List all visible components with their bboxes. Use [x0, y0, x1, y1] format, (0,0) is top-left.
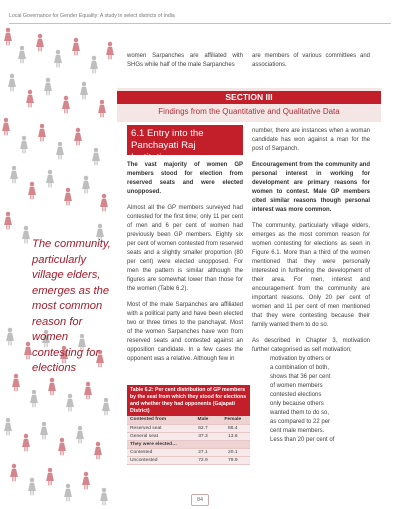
section-banner	[117, 88, 381, 122]
woman-figure-icon	[100, 488, 108, 506]
woman-figure-icon	[4, 418, 12, 436]
table-cell: 79.9	[216, 456, 250, 464]
right-paragraph-3: As described in Chapter 3, motivation further categorised as self motivation;	[252, 338, 370, 353]
top-right-text: are members of various committees and associations.	[252, 53, 370, 68]
table-header-cell: Contested from	[127, 416, 190, 424]
woman-figure-icon	[100, 194, 108, 212]
top-left-text: women Sarpanches are affiliated with SHGs while half of the male Sarpanches	[127, 53, 243, 68]
table-cell: 37.3	[190, 432, 215, 440]
data-table	[127, 416, 250, 465]
table-6-2	[127, 385, 250, 465]
table-header-row	[127, 416, 250, 424]
table-row	[127, 424, 250, 432]
woman-figure-icon	[20, 136, 28, 154]
left-lead-paragraph: The vast majority of women GP members stood for election from reserved seats and were elected unopposed.	[127, 162, 243, 195]
woman-figure-icon	[44, 78, 52, 96]
right-paragraph-2: The community, particularly village elders, emerges as the most common reason for women contesting for elections as seen in Figure 6.1. More than a third of the women mentioned that they were personally interested in furthering the development of their area. For men, interest and encouragement from the community are important reasons. Only 20 per cent of women and 11 per cent of men mentioned that they were contesting because their family wanted them to do so.	[252, 223, 370, 328]
woman-figure-icon	[106, 42, 114, 60]
woman-figure-icon	[102, 398, 110, 416]
subsection-title: 6.1 Entry into the Panchayati Raj Institutions	[127, 125, 243, 155]
left-paragraph-1: Almost all the GP members surveyed had contested for the first time; only 11 per cent of men and 6 per cent of women had previously been GP members. Eighty six per cent of women contested from reserved seats and a slightly smaller proportion (80 per cent) were elected unopposed. For men the pattern is similar although the figures are somewhat lower than those for the women (Table 6.2).	[127, 205, 243, 292]
right-narrow-text: motivation by others or a combination of both, shows that 36 per cent of women members contested elections only because others wanted them to do so, as compared to 22 per cent male members. Less than 20 per cent of	[270, 356, 335, 443]
woman-figure-icon	[24, 342, 32, 360]
woman-figure-icon	[6, 328, 14, 346]
woman-figure-icon	[62, 96, 70, 114]
woman-figure-icon	[10, 166, 18, 184]
woman-figure-icon	[18, 46, 26, 64]
table-row	[127, 456, 250, 464]
pull-quote: The community, particularly village elders, emerges as the most common reason for women contesting for elections	[32, 238, 111, 374]
left-paragraph-2: Most of the male Sarpanches are affiliated with a political party and have been elected two or three times to the panchayat. Most of the women Sarpanches have won from reserved seats and contested against an opposition candidate. In a few cases the opponent was a relative. Although few in	[127, 302, 243, 362]
woman-figure-icon	[30, 390, 38, 408]
woman-figure-icon	[82, 176, 90, 194]
table-cell: 27.1	[190, 448, 215, 456]
woman-figure-icon	[98, 100, 106, 118]
right-column	[252, 127, 370, 445]
woman-figure-icon	[82, 472, 90, 490]
woman-figure-icon	[22, 226, 30, 244]
woman-figure-icon	[76, 426, 84, 444]
section-subtitle: Findings from the Quantitative and Qualitative Data	[158, 107, 340, 116]
section-label: SECTION III	[117, 91, 381, 104]
table-cell: 86.4	[216, 424, 250, 432]
table-cell: 20.1	[216, 448, 250, 456]
woman-figure-icon	[8, 74, 16, 92]
woman-figure-icon	[56, 142, 64, 160]
page-number: 84	[191, 494, 209, 506]
woman-figure-icon	[58, 438, 66, 456]
woman-figure-icon	[28, 182, 36, 200]
right-lead-paragraph: Encouragement from the community and personal interest in working for development are primary reasons for women to contest. Male GP members cited similar reasons though personal interest was more common.	[252, 162, 370, 213]
running-head: Local Governance for Gender Equality: A study in select districts of India	[9, 13, 175, 19]
woman-figure-icon	[10, 464, 18, 482]
woman-figure-icon	[84, 382, 92, 400]
woman-figure-icon	[74, 128, 82, 146]
table-header-cell: Male	[190, 416, 215, 424]
woman-figure-icon	[64, 188, 72, 206]
woman-figure-icon	[64, 484, 72, 502]
left-column	[127, 161, 243, 364]
table-cell: 72.9	[190, 456, 215, 464]
woman-figure-icon	[92, 148, 100, 166]
woman-figure-icon	[54, 50, 62, 68]
woman-figure-icon	[4, 212, 12, 230]
woman-figure-icon	[40, 422, 48, 440]
woman-figure-icon	[80, 82, 88, 100]
table-cell: 62.7	[190, 424, 215, 432]
woman-figure-icon	[38, 124, 46, 142]
table-cell: Uncontested	[127, 456, 190, 464]
woman-figure-icon	[28, 478, 36, 496]
table-cell: Reserved seat	[127, 424, 190, 432]
woman-figure-icon	[22, 434, 30, 452]
woman-figure-icon	[46, 170, 54, 188]
woman-figure-icon	[12, 374, 20, 392]
woman-figure-icon	[2, 118, 10, 136]
table-cell: Contested	[127, 448, 190, 456]
right-paragraph-1: number, there are instances when a woman candidate has won against a man for the post of Sarpanch.	[252, 128, 370, 152]
table-row	[127, 432, 250, 440]
table-subheader-row	[127, 440, 250, 448]
woman-figure-icon	[90, 56, 98, 74]
header-rule	[9, 23, 391, 24]
table-title: Table 6.2: Per cent distribution of GP members by the seat from which they stood for elections and whether they had opponents (Gajapati District)	[127, 385, 250, 416]
woman-figure-icon	[66, 394, 74, 412]
woman-figure-icon	[46, 468, 54, 486]
woman-figure-icon	[36, 34, 44, 52]
woman-figure-icon	[72, 38, 80, 56]
table-row	[127, 448, 250, 456]
woman-figure-icon	[26, 90, 34, 108]
table-cell: General seat	[127, 432, 190, 440]
woman-figure-icon	[48, 378, 56, 396]
table-header-cell: Female	[216, 416, 250, 424]
table-cell: 13.6	[216, 432, 250, 440]
woman-figure-icon	[4, 28, 12, 46]
table-subheader: They were elected…	[127, 440, 250, 448]
woman-figure-icon	[94, 442, 102, 460]
